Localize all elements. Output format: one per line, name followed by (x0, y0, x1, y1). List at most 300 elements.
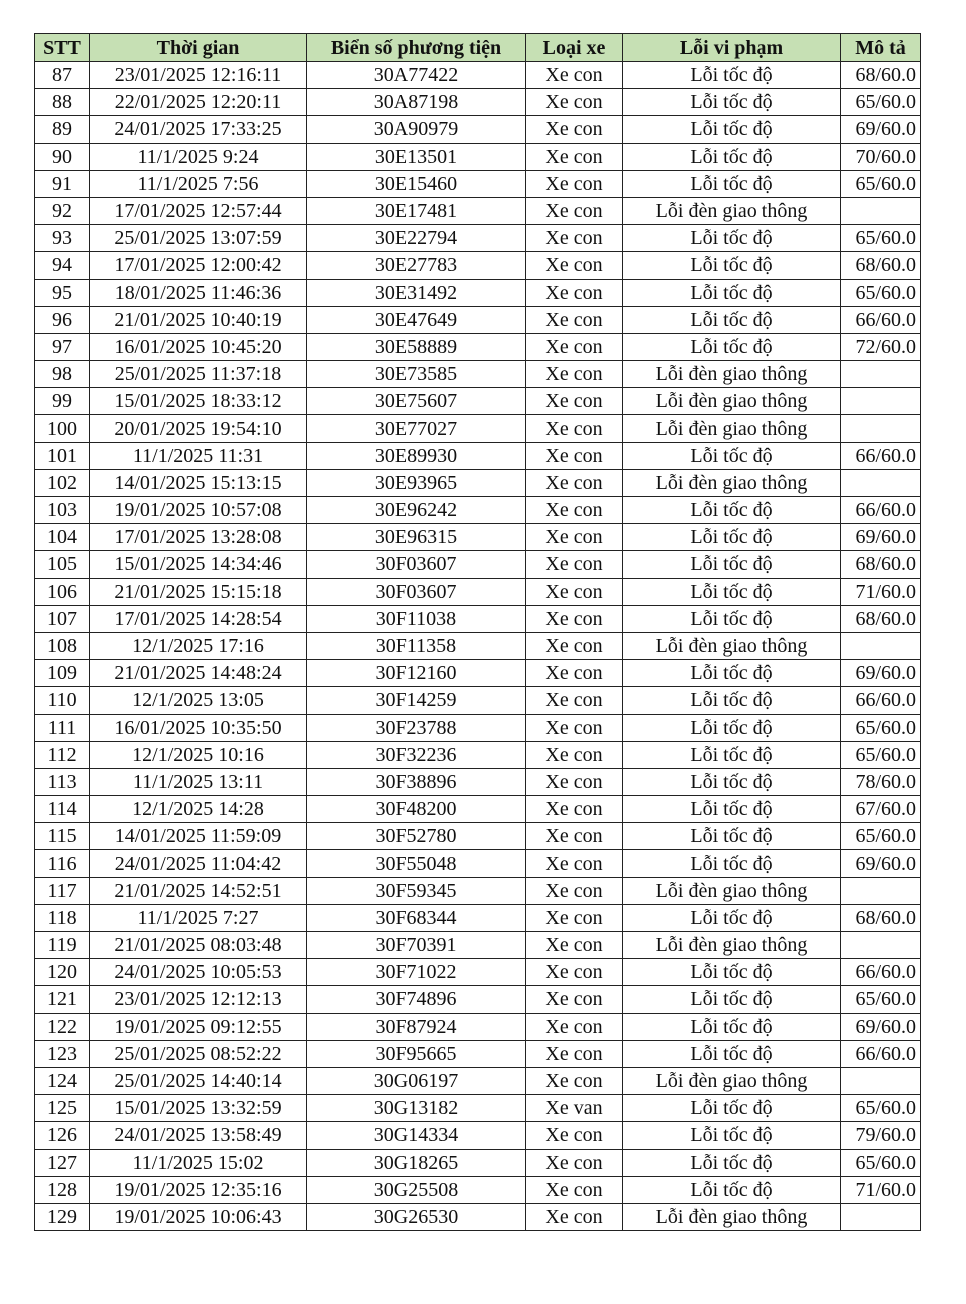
time-cell: 18/01/2025 11:46:36 (90, 279, 307, 306)
table-row (35, 415, 921, 442)
time-cell: 11/1/2025 11:31 (90, 442, 307, 469)
stt-cell: 117 (35, 877, 90, 904)
time-cell: 11/1/2025 7:56 (90, 170, 307, 197)
plate-cell: 30E73585 (307, 361, 526, 388)
table-row (35, 605, 921, 632)
plate-cell: 30F38896 (307, 768, 526, 795)
vehicle-type-cell: Xe con (526, 687, 623, 714)
violation-cell: Lỗi tốc độ (623, 62, 841, 89)
description-cell: 66/60.0 (841, 442, 921, 469)
description-cell: 66/60.0 (841, 306, 921, 333)
violation-cell: Lỗi tốc độ (623, 497, 841, 524)
description-cell: 67/60.0 (841, 796, 921, 823)
time-cell: 19/01/2025 10:06:43 (90, 1203, 307, 1230)
stt-cell: 90 (35, 143, 90, 170)
stt-cell: 94 (35, 252, 90, 279)
plate-cell: 30G18265 (307, 1149, 526, 1176)
description-cell: 65/60.0 (841, 714, 921, 741)
stt-cell: 100 (35, 415, 90, 442)
vehicle-type-cell: Xe con (526, 632, 623, 659)
description-cell: 68/60.0 (841, 62, 921, 89)
description-cell: 78/60.0 (841, 768, 921, 795)
table-row (35, 986, 921, 1013)
stt-cell: 87 (35, 62, 90, 89)
table-row (35, 170, 921, 197)
time-cell: 19/01/2025 10:57:08 (90, 497, 307, 524)
table-row (35, 279, 921, 306)
time-cell: 23/01/2025 12:16:11 (90, 62, 307, 89)
plate-cell: 30E31492 (307, 279, 526, 306)
description-cell: 69/60.0 (841, 1013, 921, 1040)
time-cell: 20/01/2025 19:54:10 (90, 415, 307, 442)
table-row (35, 1095, 921, 1122)
violation-cell: Lỗi tốc độ (623, 524, 841, 551)
vehicle-type-cell: Xe con (526, 551, 623, 578)
time-cell: 11/1/2025 13:11 (90, 768, 307, 795)
table-row (35, 116, 921, 143)
table-row (35, 632, 921, 659)
plate-cell: 30G26530 (307, 1203, 526, 1230)
plate-cell: 30F68344 (307, 904, 526, 931)
description-cell (841, 388, 921, 415)
header-row (35, 34, 921, 62)
stt-cell: 113 (35, 768, 90, 795)
table-row (35, 1040, 921, 1067)
time-cell: 25/01/2025 14:40:14 (90, 1067, 307, 1094)
table-body (35, 62, 921, 1231)
table-row (35, 252, 921, 279)
time-cell: 21/01/2025 08:03:48 (90, 932, 307, 959)
stt-cell: 99 (35, 388, 90, 415)
violation-cell: Lỗi tốc độ (623, 1122, 841, 1149)
description-cell: 68/60.0 (841, 904, 921, 931)
vehicle-type-cell: Xe con (526, 1149, 623, 1176)
time-cell: 24/01/2025 11:04:42 (90, 850, 307, 877)
time-cell: 21/01/2025 10:40:19 (90, 306, 307, 333)
violation-cell: Lỗi tốc độ (623, 89, 841, 116)
plate-cell: 30F59345 (307, 877, 526, 904)
table-row (35, 1122, 921, 1149)
vehicle-type-cell: Xe con (526, 62, 623, 89)
vehicle-type-cell: Xe con (526, 578, 623, 605)
plate-cell: 30E58889 (307, 333, 526, 360)
violation-cell: Lỗi đèn giao thông (623, 1067, 841, 1094)
vehicle-type-cell: Xe con (526, 796, 623, 823)
description-cell: 66/60.0 (841, 497, 921, 524)
plate-cell: 30F71022 (307, 959, 526, 986)
time-cell: 12/1/2025 14:28 (90, 796, 307, 823)
description-cell: 65/60.0 (841, 89, 921, 116)
stt-cell: 97 (35, 333, 90, 360)
vehicle-type-cell: Xe con (526, 361, 623, 388)
table-row (35, 89, 921, 116)
description-cell: 65/60.0 (841, 1095, 921, 1122)
stt-cell: 88 (35, 89, 90, 116)
table-row (35, 578, 921, 605)
table-row (35, 932, 921, 959)
plate-cell: 30F70391 (307, 932, 526, 959)
violation-cell: Lỗi tốc độ (623, 741, 841, 768)
vehicle-type-cell: Xe con (526, 605, 623, 632)
table-row (35, 1203, 921, 1230)
vehicle-type-cell: Xe con (526, 497, 623, 524)
stt-cell: 104 (35, 524, 90, 551)
time-cell: 23/01/2025 12:12:13 (90, 986, 307, 1013)
plate-cell: 30G14334 (307, 1122, 526, 1149)
header-violation: Lỗi vi phạm (623, 34, 841, 62)
plate-cell: 30E96315 (307, 524, 526, 551)
plate-cell: 30F14259 (307, 687, 526, 714)
table-row (35, 959, 921, 986)
table-row (35, 306, 921, 333)
table-row (35, 497, 921, 524)
plate-cell: 30F03607 (307, 551, 526, 578)
description-cell (841, 361, 921, 388)
description-cell: 65/60.0 (841, 170, 921, 197)
table-row (35, 1176, 921, 1203)
violation-cell: Lỗi tốc độ (623, 116, 841, 143)
violation-sheet (34, 33, 921, 1231)
violation-cell: Lỗi tốc độ (623, 442, 841, 469)
plate-cell: 30F03607 (307, 578, 526, 605)
table-row (35, 143, 921, 170)
violation-cell: Lỗi đèn giao thông (623, 388, 841, 415)
violation-cell: Lỗi đèn giao thông (623, 361, 841, 388)
time-cell: 11/1/2025 9:24 (90, 143, 307, 170)
plate-cell: 30G13182 (307, 1095, 526, 1122)
time-cell: 12/1/2025 17:16 (90, 632, 307, 659)
vehicle-type-cell: Xe van (526, 1095, 623, 1122)
violation-cell: Lỗi tốc độ (623, 578, 841, 605)
stt-cell: 98 (35, 361, 90, 388)
table-row (35, 388, 921, 415)
stt-cell: 93 (35, 225, 90, 252)
violation-cell: Lỗi tốc độ (623, 143, 841, 170)
vehicle-type-cell: Xe con (526, 116, 623, 143)
vehicle-type-cell: Xe con (526, 1040, 623, 1067)
violation-cell: Lỗi đèn giao thông (623, 469, 841, 496)
time-cell: 15/01/2025 14:34:46 (90, 551, 307, 578)
vehicle-type-cell: Xe con (526, 225, 623, 252)
plate-cell: 30E89930 (307, 442, 526, 469)
description-cell: 79/60.0 (841, 1122, 921, 1149)
table-row (35, 904, 921, 931)
vehicle-type-cell: Xe con (526, 279, 623, 306)
vehicle-type-cell: Xe con (526, 986, 623, 1013)
table-row (35, 1067, 921, 1094)
violation-cell: Lỗi đèn giao thông (623, 877, 841, 904)
header-vehicle-type: Loại xe (526, 34, 623, 62)
time-cell: 24/01/2025 13:58:49 (90, 1122, 307, 1149)
vehicle-type-cell: Xe con (526, 932, 623, 959)
vehicle-type-cell: Xe con (526, 877, 623, 904)
stt-cell: 105 (35, 551, 90, 578)
stt-cell: 128 (35, 1176, 90, 1203)
description-cell: 72/60.0 (841, 333, 921, 360)
table-row (35, 714, 921, 741)
time-cell: 15/01/2025 13:32:59 (90, 1095, 307, 1122)
stt-cell: 121 (35, 986, 90, 1013)
violation-cell: Lỗi tốc độ (623, 1149, 841, 1176)
plate-cell: 30E75607 (307, 388, 526, 415)
time-cell: 12/1/2025 10:16 (90, 741, 307, 768)
time-cell: 11/1/2025 7:27 (90, 904, 307, 931)
table-row (35, 62, 921, 89)
time-cell: 15/01/2025 18:33:12 (90, 388, 307, 415)
time-cell: 21/01/2025 15:15:18 (90, 578, 307, 605)
description-cell: 70/60.0 (841, 143, 921, 170)
table-row (35, 660, 921, 687)
violation-cell: Lỗi tốc độ (623, 959, 841, 986)
plate-cell: 30A87198 (307, 89, 526, 116)
description-cell: 66/60.0 (841, 687, 921, 714)
table-row (35, 796, 921, 823)
plate-cell: 30F48200 (307, 796, 526, 823)
violation-cell: Lỗi tốc độ (623, 660, 841, 687)
table-row (35, 361, 921, 388)
vehicle-type-cell: Xe con (526, 89, 623, 116)
time-cell: 16/01/2025 10:35:50 (90, 714, 307, 741)
description-cell: 66/60.0 (841, 1040, 921, 1067)
stt-cell: 107 (35, 605, 90, 632)
description-cell: 65/60.0 (841, 1149, 921, 1176)
description-cell: 71/60.0 (841, 1176, 921, 1203)
stt-cell: 111 (35, 714, 90, 741)
time-cell: 21/01/2025 14:52:51 (90, 877, 307, 904)
plate-cell: 30F11038 (307, 605, 526, 632)
description-cell: 68/60.0 (841, 252, 921, 279)
header-stt: STT (35, 34, 90, 62)
vehicle-type-cell: Xe con (526, 714, 623, 741)
stt-cell: 112 (35, 741, 90, 768)
stt-cell: 129 (35, 1203, 90, 1230)
violation-cell: Lỗi tốc độ (623, 252, 841, 279)
vehicle-type-cell: Xe con (526, 415, 623, 442)
stt-cell: 89 (35, 116, 90, 143)
stt-cell: 125 (35, 1095, 90, 1122)
vehicle-type-cell: Xe con (526, 768, 623, 795)
description-cell (841, 197, 921, 224)
stt-cell: 118 (35, 904, 90, 931)
description-cell: 65/60.0 (841, 823, 921, 850)
stt-cell: 114 (35, 796, 90, 823)
time-cell: 17/01/2025 13:28:08 (90, 524, 307, 551)
violation-cell: Lỗi tốc độ (623, 796, 841, 823)
plate-cell: 30G25508 (307, 1176, 526, 1203)
header-plate: Biển số phương tiện (307, 34, 526, 62)
table-row (35, 225, 921, 252)
table-row (35, 551, 921, 578)
stt-cell: 124 (35, 1067, 90, 1094)
table-row (35, 469, 921, 496)
violation-cell: Lỗi tốc độ (623, 306, 841, 333)
time-cell: 12/1/2025 13:05 (90, 687, 307, 714)
vehicle-type-cell: Xe con (526, 469, 623, 496)
vehicle-type-cell: Xe con (526, 143, 623, 170)
description-cell: 69/60.0 (841, 116, 921, 143)
stt-cell: 102 (35, 469, 90, 496)
violation-cell: Lỗi tốc độ (623, 850, 841, 877)
plate-cell: 30A90979 (307, 116, 526, 143)
time-cell: 25/01/2025 13:07:59 (90, 225, 307, 252)
plate-cell: 30E15460 (307, 170, 526, 197)
time-cell: 19/01/2025 12:35:16 (90, 1176, 307, 1203)
description-cell: 69/60.0 (841, 660, 921, 687)
time-cell: 22/01/2025 12:20:11 (90, 89, 307, 116)
table-row (35, 197, 921, 224)
violation-cell: Lỗi tốc độ (623, 605, 841, 632)
violation-cell: Lỗi tốc độ (623, 551, 841, 578)
time-cell: 14/01/2025 15:13:15 (90, 469, 307, 496)
stt-cell: 122 (35, 1013, 90, 1040)
plate-cell: 30F95665 (307, 1040, 526, 1067)
vehicle-type-cell: Xe con (526, 823, 623, 850)
vehicle-type-cell: Xe con (526, 197, 623, 224)
vehicle-type-cell: Xe con (526, 388, 623, 415)
time-cell: 11/1/2025 15:02 (90, 1149, 307, 1176)
violation-cell: Lỗi đèn giao thông (623, 415, 841, 442)
plate-cell: 30F74896 (307, 986, 526, 1013)
vehicle-type-cell: Xe con (526, 959, 623, 986)
table-row (35, 877, 921, 904)
plate-cell: 30F11358 (307, 632, 526, 659)
header-time: Thời gian (90, 34, 307, 62)
table-row (35, 850, 921, 877)
vehicle-type-cell: Xe con (526, 660, 623, 687)
violation-cell: Lỗi tốc độ (623, 1095, 841, 1122)
violation-cell: Lỗi tốc độ (623, 1176, 841, 1203)
description-cell (841, 1203, 921, 1230)
time-cell: 17/01/2025 12:57:44 (90, 197, 307, 224)
stt-cell: 96 (35, 306, 90, 333)
description-cell: 65/60.0 (841, 225, 921, 252)
description-cell: 65/60.0 (841, 741, 921, 768)
stt-cell: 106 (35, 578, 90, 605)
violation-cell: Lỗi tốc độ (623, 1013, 841, 1040)
vehicle-type-cell: Xe con (526, 524, 623, 551)
plate-cell: 30F32236 (307, 741, 526, 768)
stt-cell: 92 (35, 197, 90, 224)
violation-cell: Lỗi tốc độ (623, 904, 841, 931)
vehicle-type-cell: Xe con (526, 850, 623, 877)
plate-cell: 30E17481 (307, 197, 526, 224)
description-cell: 66/60.0 (841, 959, 921, 986)
time-cell: 21/01/2025 14:48:24 (90, 660, 307, 687)
description-cell: 68/60.0 (841, 605, 921, 632)
description-cell (841, 415, 921, 442)
stt-cell: 127 (35, 1149, 90, 1176)
stt-cell: 119 (35, 932, 90, 959)
stt-cell: 103 (35, 497, 90, 524)
description-cell: 65/60.0 (841, 986, 921, 1013)
vehicle-type-cell: Xe con (526, 333, 623, 360)
description-cell (841, 932, 921, 959)
stt-cell: 91 (35, 170, 90, 197)
plate-cell: 30E77027 (307, 415, 526, 442)
time-cell: 16/01/2025 10:45:20 (90, 333, 307, 360)
plate-cell: 30F55048 (307, 850, 526, 877)
violation-cell: Lỗi đèn giao thông (623, 1203, 841, 1230)
stt-cell: 110 (35, 687, 90, 714)
plate-cell: 30E13501 (307, 143, 526, 170)
plate-cell: 30A77422 (307, 62, 526, 89)
vehicle-type-cell: Xe con (526, 1067, 623, 1094)
violation-cell: Lỗi tốc độ (623, 1040, 841, 1067)
table-row (35, 823, 921, 850)
description-cell (841, 632, 921, 659)
header-description: Mô tả (841, 34, 921, 62)
vehicle-type-cell: Xe con (526, 1176, 623, 1203)
violation-cell: Lỗi tốc độ (623, 823, 841, 850)
vehicle-type-cell: Xe con (526, 1203, 623, 1230)
table-row (35, 768, 921, 795)
time-cell: 17/01/2025 12:00:42 (90, 252, 307, 279)
violation-cell: Lỗi tốc độ (623, 279, 841, 306)
time-cell: 19/01/2025 09:12:55 (90, 1013, 307, 1040)
description-cell: 65/60.0 (841, 279, 921, 306)
time-cell: 24/01/2025 17:33:25 (90, 116, 307, 143)
stt-cell: 101 (35, 442, 90, 469)
table-row (35, 687, 921, 714)
plate-cell: 30E96242 (307, 497, 526, 524)
violation-cell: Lỗi tốc độ (623, 170, 841, 197)
time-cell: 25/01/2025 11:37:18 (90, 361, 307, 388)
plate-cell: 30E27783 (307, 252, 526, 279)
stt-cell: 108 (35, 632, 90, 659)
time-cell: 24/01/2025 10:05:53 (90, 959, 307, 986)
stt-cell: 115 (35, 823, 90, 850)
violation-cell: Lỗi tốc độ (623, 714, 841, 741)
vehicle-type-cell: Xe con (526, 1013, 623, 1040)
plate-cell: 30E93965 (307, 469, 526, 496)
description-cell (841, 469, 921, 496)
violation-cell: Lỗi tốc độ (623, 986, 841, 1013)
vehicle-type-cell: Xe con (526, 306, 623, 333)
stt-cell: 95 (35, 279, 90, 306)
violation-cell: Lỗi tốc độ (623, 768, 841, 795)
violation-cell: Lỗi tốc độ (623, 333, 841, 360)
stt-cell: 109 (35, 660, 90, 687)
vehicle-type-cell: Xe con (526, 741, 623, 768)
plate-cell: 30F12160 (307, 660, 526, 687)
table-row (35, 333, 921, 360)
description-cell: 69/60.0 (841, 524, 921, 551)
description-cell: 69/60.0 (841, 850, 921, 877)
stt-cell: 126 (35, 1122, 90, 1149)
vehicle-type-cell: Xe con (526, 442, 623, 469)
vehicle-type-cell: Xe con (526, 252, 623, 279)
table-row (35, 1013, 921, 1040)
description-cell (841, 1067, 921, 1094)
stt-cell: 116 (35, 850, 90, 877)
violation-table (34, 33, 921, 1231)
description-cell: 68/60.0 (841, 551, 921, 578)
violation-cell: Lỗi đèn giao thông (623, 632, 841, 659)
plate-cell: 30E22794 (307, 225, 526, 252)
plate-cell: 30F52780 (307, 823, 526, 850)
stt-cell: 123 (35, 1040, 90, 1067)
table-row (35, 1149, 921, 1176)
plate-cell: 30F23788 (307, 714, 526, 741)
violation-cell: Lỗi đèn giao thông (623, 197, 841, 224)
time-cell: 14/01/2025 11:59:09 (90, 823, 307, 850)
description-cell: 71/60.0 (841, 578, 921, 605)
stt-cell: 120 (35, 959, 90, 986)
violation-cell: Lỗi đèn giao thông (623, 932, 841, 959)
plate-cell: 30E47649 (307, 306, 526, 333)
time-cell: 25/01/2025 08:52:22 (90, 1040, 307, 1067)
violation-cell: Lỗi tốc độ (623, 225, 841, 252)
